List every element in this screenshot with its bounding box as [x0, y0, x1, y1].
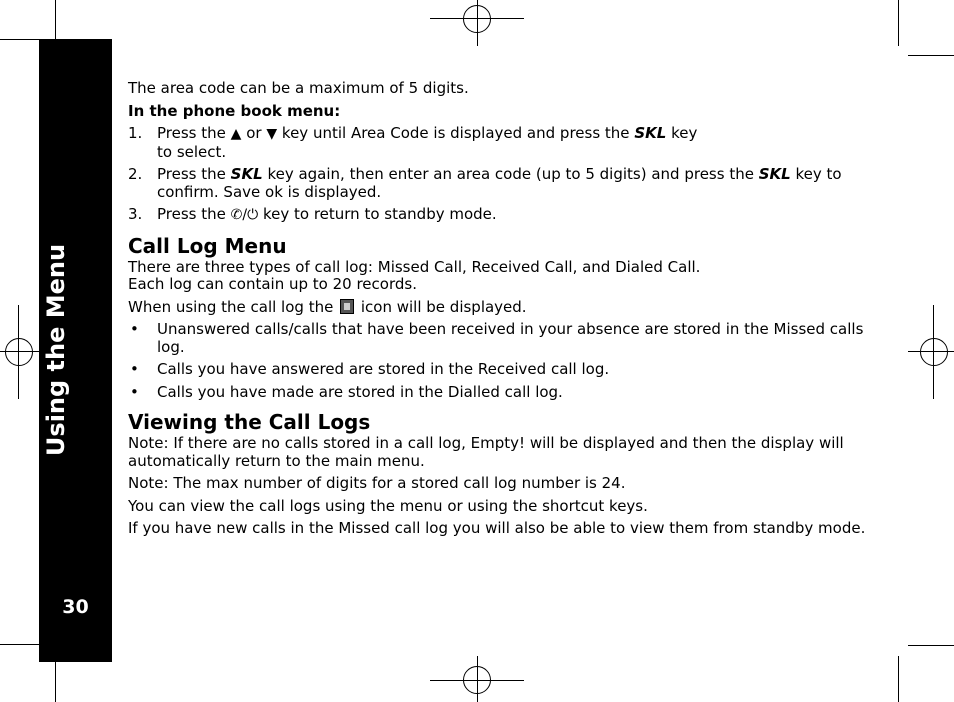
list-item: [128, 321, 870, 356]
section-title: Using the Menu: [42, 243, 70, 457]
note-text: When using the call log the: [128, 297, 334, 316]
up-arrow-icon: ▲: [230, 126, 242, 142]
step-number: 2.: [128, 165, 143, 183]
call-log-capacity: Each log can contain up to 20 records.: [128, 275, 417, 293]
viewing-paragraph: Note: The max number of digits for a stored call log number is 24.: [128, 474, 626, 492]
registration-circle: [463, 666, 491, 694]
end-power-key-icon: ✆/⏻: [230, 207, 259, 223]
crop-mark: [908, 55, 954, 56]
step-item: [128, 125, 870, 161]
page-number: 30: [62, 596, 89, 618]
phone-book-subhead: In the phone book menu:: [128, 101, 341, 120]
step-item: [128, 166, 870, 201]
step-text: Press the: [157, 205, 226, 223]
viewing-paragraph: Note: If there are no calls stored in a call log, Empty! will be displayed and then the display will automatically return to the main menu.: [128, 434, 844, 470]
bullet: •: [130, 360, 139, 378]
step-text: key: [671, 124, 698, 142]
crop-mark: [0, 644, 39, 645]
step-text: key to confirm. Save ok is displayed.: [157, 165, 842, 201]
step-text: Press the: [157, 124, 226, 142]
call-log-types: There are three types of call log: Missed Call, Received Call, and Dialed Call.: [128, 257, 701, 276]
crop-mark: [55, 0, 56, 39]
page-content: [128, 80, 870, 543]
call-log-bullets: [128, 321, 870, 401]
list-item: [128, 361, 870, 379]
skl-key-label: SKL: [634, 124, 667, 142]
list-item: [128, 384, 870, 402]
call-log-icon: [340, 299, 354, 314]
registration-circle: [463, 5, 491, 33]
crop-mark: [898, 0, 899, 46]
bullet-text: Calls you have made are stored in the Dialled call log.: [157, 382, 563, 401]
bullet: •: [130, 382, 139, 401]
crop-mark: [898, 656, 899, 702]
viewing-paragraph: If you have new calls in the Missed call log you will also be able to view them from standby mode.: [128, 519, 866, 537]
registration-circle: [5, 338, 33, 366]
bullet-text: Calls you have answered are stored in the Received call log.: [157, 360, 610, 378]
area-code-note: The area code can be a maximum of 5 digits.: [128, 79, 469, 97]
crop-mark: [0, 39, 39, 40]
bullet-text: Unanswered calls/calls that have been received in your absence are stored in the Missed calls log.: [157, 320, 864, 356]
steps-list: [128, 125, 870, 225]
skl-key-label: SKL: [758, 165, 791, 183]
skl-key-label: SKL: [230, 165, 263, 183]
down-arrow-icon: ▼: [266, 126, 278, 142]
step-number: 3.: [128, 205, 143, 223]
note-text: icon will be displayed.: [360, 297, 527, 316]
step-text: key until Area Code is displayed and press the: [281, 124, 630, 142]
bullet: •: [130, 320, 139, 338]
viewing-heading: Viewing the Call Logs: [128, 410, 371, 434]
viewing-paragraph: You can view the call logs using the menu or using the shortcut keys.: [128, 496, 648, 515]
crop-mark: [908, 645, 954, 646]
call-log-icon-note: [128, 299, 870, 317]
step-text: key to return to standby mode.: [262, 205, 497, 223]
call-log-heading: Call Log Menu: [128, 233, 287, 258]
step-text: or: [246, 124, 262, 142]
step-text: key again, then enter an area code (up to 5 digits) and press the: [267, 165, 754, 183]
step-text: Press the: [157, 165, 226, 183]
step-item: [128, 206, 870, 225]
step-number: 1.: [128, 124, 143, 142]
crop-mark: [55, 662, 56, 702]
registration-circle: [920, 338, 948, 366]
step-text: to select.: [157, 142, 227, 161]
